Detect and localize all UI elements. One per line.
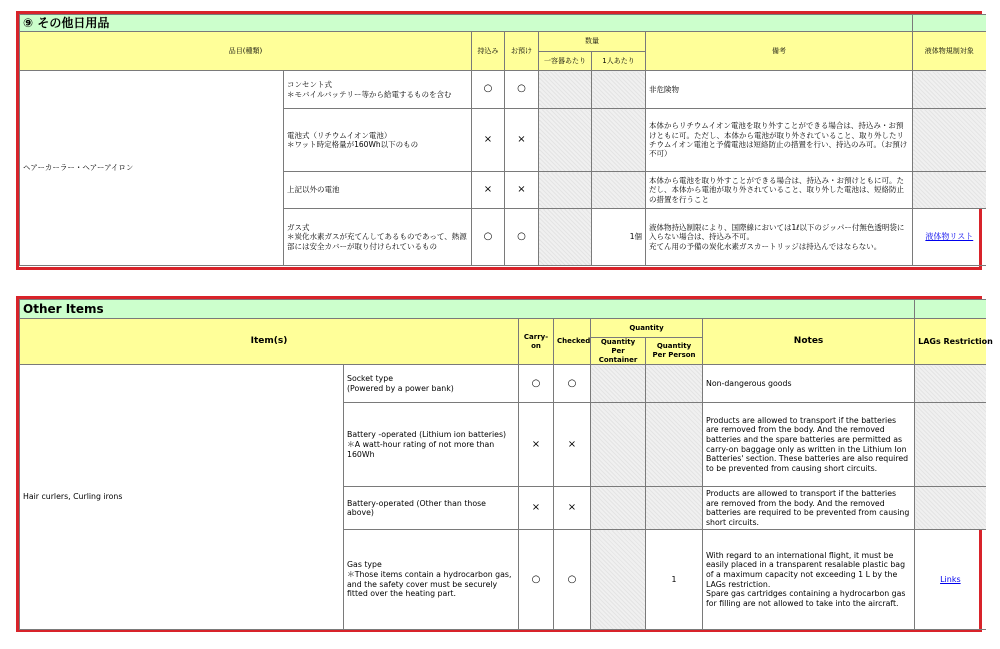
checked-mark: × — [505, 109, 539, 172]
per-container-cell — [591, 365, 646, 403]
category-cell: ヘアーカーラー・ヘアーアイロン — [20, 71, 284, 266]
per-container-cell — [591, 403, 646, 487]
checked-mark: ○ — [554, 365, 591, 403]
checked-mark: ○ — [505, 209, 539, 266]
header-quantity: Quantity — [591, 319, 703, 338]
notes-cell: Products are allowed to transport if the batteries are removed from the body. And the removed batteries are required to be prevented from causing short circuits. — [703, 487, 915, 530]
english-items-table — [19, 299, 993, 630]
per-container-cell — [539, 71, 592, 109]
per-container-cell — [591, 530, 646, 630]
header-notes: Notes — [703, 319, 915, 365]
notes-cell: Products are allowed to transport if the batteries are removed from the body. And the removed batteries and the spare batteries are permitted as carry-on baggage only as written in the Lithium Ion Batteries' section. These batteries are also required to be prevented from causing short circuits. — [703, 403, 915, 487]
lags-cell — [915, 365, 986, 403]
item-cell: Gas type ＊Those items contain a hydrocarbon gas, and the safety cover must be securely fitted over the heating part. — [344, 530, 519, 630]
lags-cell — [913, 172, 986, 209]
checked-mark: × — [554, 487, 591, 530]
notes-cell: With regard to an international flight, it must be easily placed in a transparent resalable plastic bag of a maximum capacity not exceeding 1 L by the LAGs restriction. Spare gas cartridges containing a hydrocarbon gas for filling are not allowed to take into the aircraft. — [703, 530, 915, 630]
per-person-cell — [592, 109, 646, 172]
notes-cell: 液体物持込制限により、国際線においては1ℓ以下のジッパー付無色透明袋に入らない場合は、持込み不可。 充てん用の予備の炭化水素ガスカートリッジは持込んではならない。 — [646, 209, 913, 266]
header-lags: 液体物規制対象 — [913, 32, 986, 71]
per-container-cell — [539, 209, 592, 266]
notes-cell: Non-dangerous goods — [703, 365, 915, 403]
header-carry-on: 持込み — [472, 32, 505, 71]
header-quantity: 数量 — [539, 32, 646, 52]
carry-on-mark: ○ — [519, 365, 554, 403]
item-cell: ガス式 ＊炭化水素ガスが充てんしてあるものであって、熱源部には安全カバーが取り付けられているもの — [284, 209, 472, 266]
category-cell: Hair curlers, Curling irons — [20, 365, 344, 630]
header-per-container: 一容器あたり — [539, 52, 592, 71]
per-container-cell — [539, 109, 592, 172]
header-per-container: Quantity Per Container — [591, 338, 646, 365]
item-cell: コンセント式 ＊モバイルバッテリー等から給電するものを含む — [284, 71, 472, 109]
per-container-cell — [539, 172, 592, 209]
header-per-person: Quantity Per Person — [646, 338, 703, 365]
table-row — [20, 365, 986, 403]
per-person-cell — [592, 71, 646, 109]
per-person-cell — [592, 172, 646, 209]
carry-on-mark: ○ — [519, 530, 554, 630]
japanese-items-table — [19, 14, 986, 266]
carry-on-mark: × — [472, 109, 505, 172]
notes-cell: 本体からリチウムイオン電池を取り外すことができる場合は、持込み・お預けともに可。ただし、本体から電池が取り外されていること、取り外したリチウムイオン電池と予備電池は短絡防止の措置を行い、持込のみ可。（お預け不可） — [646, 109, 913, 172]
section-title-filler — [913, 15, 986, 32]
table-row — [20, 71, 986, 109]
carry-on-mark: ○ — [472, 71, 505, 109]
header-carry-on: Carry-on — [519, 319, 554, 365]
per-person-cell: 1 — [646, 530, 703, 630]
header-lags: LAGs Restriction — [915, 319, 986, 365]
header-item: 品目(種類) — [20, 32, 472, 71]
per-person-cell — [646, 487, 703, 530]
header-checked: Checked — [554, 319, 591, 365]
item-cell: 電池式（リチウムイオン電池） ＊ワット時定格量が160Wh以下のもの — [284, 109, 472, 172]
checked-mark: ○ — [554, 530, 591, 630]
carry-on-mark: × — [519, 403, 554, 487]
item-cell: Battery-operated (Other than those above) — [344, 487, 519, 530]
carry-on-mark: × — [472, 172, 505, 209]
lags-cell — [913, 71, 986, 109]
header-notes: 備考 — [646, 32, 913, 71]
per-person-cell — [646, 403, 703, 487]
lags-links-link[interactable]: Links — [915, 530, 986, 630]
lags-cell — [915, 487, 986, 530]
per-container-cell — [591, 487, 646, 530]
english-section-panel — [16, 296, 993, 632]
item-cell: Battery -operated (Lithium ion batteries) ＊A watt-hour rating of not more than 160Wh — [344, 403, 519, 487]
header-item: Item(s) — [20, 319, 519, 365]
per-person-cell: 1個 — [592, 209, 646, 266]
lags-cell — [913, 109, 986, 172]
checked-mark: × — [554, 403, 591, 487]
section-title: ⑨ その他日用品 — [20, 15, 913, 32]
lags-cell — [915, 403, 986, 487]
item-cell: Socket type (Powered by a power bank) — [344, 365, 519, 403]
carry-on-mark: × — [519, 487, 554, 530]
japanese-section-panel — [16, 11, 982, 270]
header-checked: お預け — [505, 32, 539, 71]
checked-mark: × — [505, 172, 539, 209]
notes-cell: 本体から電池を取り外すことができる場合は、持込み・お預けともに可。ただし、本体から電池が取り外されていること、取り外した電池は、短絡防止の措置を行うこと — [646, 172, 913, 209]
header-per-person: 1人あたり — [592, 52, 646, 71]
carry-on-mark: ○ — [472, 209, 505, 266]
section-title-filler — [915, 300, 986, 319]
section-title: Other Items — [20, 300, 915, 319]
per-person-cell — [646, 365, 703, 403]
liquids-list-link[interactable]: 液体物リスト — [913, 209, 986, 266]
notes-cell: 非危険物 — [646, 71, 913, 109]
checked-mark: ○ — [505, 71, 539, 109]
item-cell: 上記以外の電池 — [284, 172, 472, 209]
